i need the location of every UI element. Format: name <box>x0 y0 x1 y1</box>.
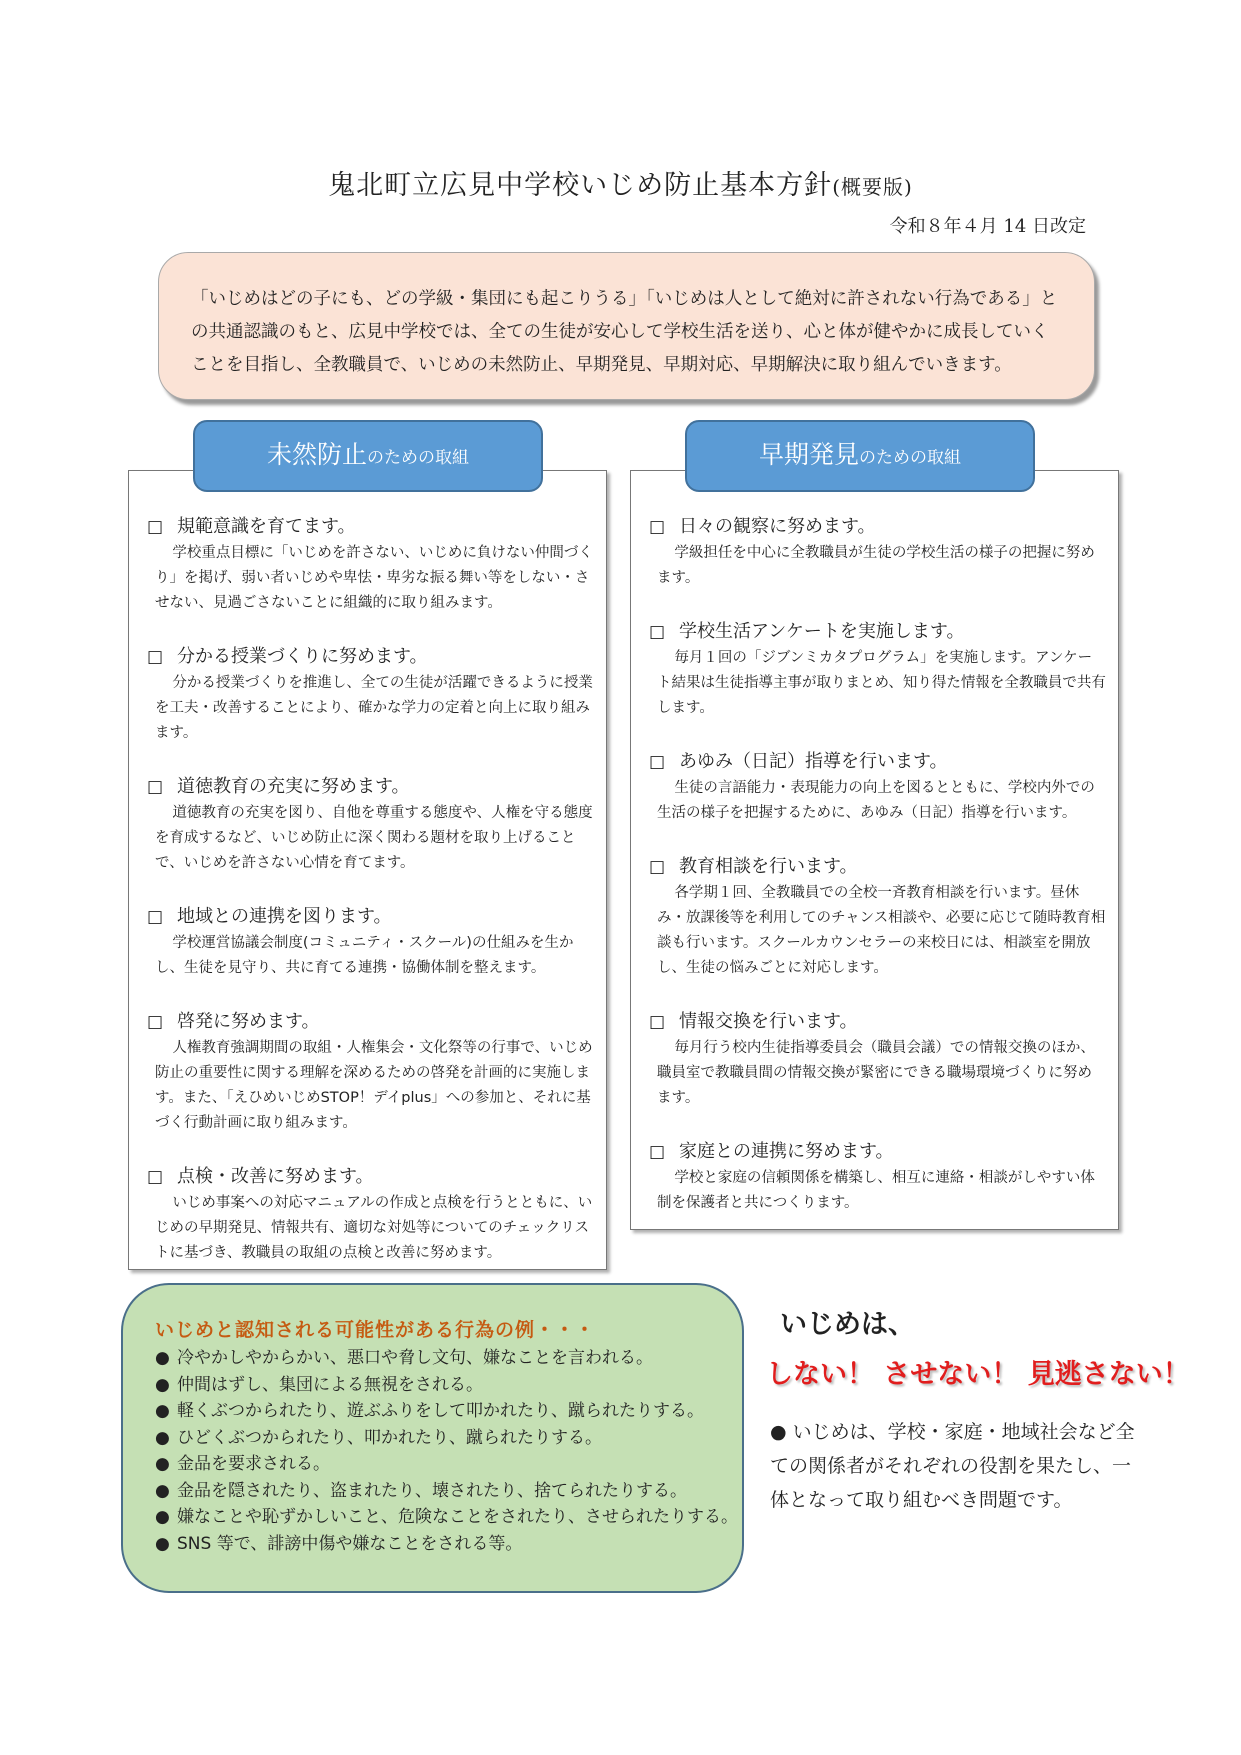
policy-item-body: 学校と家庭の信頼関係を構築し、相互に連絡・相談がしやすい体制を保護者と共につくります。 <box>657 1170 1095 1211</box>
checkbox-icon: □ <box>649 517 666 537</box>
policy-item-heading-text: 日々の観察に努めます。 <box>679 516 876 537</box>
slogan-main: しない！ させない！ 見逃さない！ <box>766 1359 1190 1390</box>
policy-item-heading-text: 家庭との連携に努めます。 <box>679 1141 894 1162</box>
policy-item <box>649 853 1106 981</box>
policy-item-heading <box>147 1163 594 1191</box>
bullet-icon: ● <box>155 1480 170 1501</box>
bullet-icon: ● <box>155 1374 170 1395</box>
policy-item-heading <box>147 643 594 671</box>
policy-item-heading <box>147 773 594 801</box>
example-text: ひどくぶつかられたり、叩かれたり、蹴られたりする。 <box>177 1427 602 1448</box>
list-item <box>155 1478 742 1505</box>
early-tab-sub: のための取組 <box>859 448 961 468</box>
example-text: 冷やかしやからかい、悪口や脅し文句、嫌なことを言われる。 <box>177 1348 653 1368</box>
policy-item <box>147 513 594 616</box>
policy-item-heading-text: 学校生活アンケートを実施します。 <box>679 621 965 642</box>
policy-item <box>649 1138 1106 1216</box>
policy-item-body: 毎月行う校内生徒指導委員会（職員会議）での情報交換のほか、職員室で教職員間の情報交換が緊密にできる職場環境づくりに努めます。 <box>657 1040 1095 1106</box>
list-item <box>155 1504 742 1531</box>
page-title <box>0 163 1241 202</box>
policy-item-heading <box>649 748 1106 776</box>
checkbox-icon: □ <box>147 777 164 797</box>
policy-item-heading-text: 地域との連携を図ります。 <box>177 906 392 927</box>
early-detection-tab <box>685 420 1035 492</box>
checkbox-icon: □ <box>147 1012 164 1032</box>
examples-list <box>155 1345 742 1557</box>
policy-item-body: 各学期１回、全教職員での全校一斉教育相談を行います。昼休み・放課後等を利用してのチャンス相談や、必要に応じて随時教育相談も行います。スクールカウンセラーの来校日には、相談室を開放し、生徒の悩みごとに対応します。 <box>657 885 1106 976</box>
policy-item-body: 道徳教育の充実を図り、自他を尊重する態度や、人権を守る態度を育成するなど、いじめ防止に深く関わる題材を取り上げることで、いじめを許さない心情を育てます。 <box>155 805 593 871</box>
policy-item <box>147 773 594 876</box>
policy-item <box>649 1008 1106 1111</box>
bullet-icon: ● <box>155 1427 170 1448</box>
policy-item-heading-text: 情報交換を行います。 <box>679 1011 858 1032</box>
policy-item <box>649 513 1106 591</box>
slogan-body: いじめは、学校・家庭・地域社会など全ての関係者がそれぞれの役割を果たし、一体となって取り組むべき問題です。 <box>770 1421 1135 1511</box>
early-detection-panel <box>630 470 1119 1230</box>
policy-item-heading <box>649 853 1106 881</box>
checkbox-icon: □ <box>147 907 164 927</box>
policy-item <box>649 748 1106 826</box>
bullet-icon: ● <box>770 1421 787 1443</box>
policy-item-body: 学級担任を中心に全教職員が生徒の学校生活の様子の把握に努めます。 <box>657 545 1095 586</box>
policy-item-heading-text: あゆみ（日記）指導を行います。 <box>679 751 948 772</box>
prevention-tab <box>193 420 543 492</box>
policy-item-heading-text: 分かる授業づくりに努めます。 <box>177 646 428 667</box>
early-tab-main: 早期発見 <box>758 440 859 469</box>
checkbox-icon: □ <box>147 647 164 667</box>
policy-item-body: 毎月１回の「ジブンミカタプログラム」を実施します。アンケート結果は生徒指導主事が取りまとめ、知り得た情報を全教職員で共有します。 <box>657 650 1106 716</box>
examples-box <box>121 1283 744 1593</box>
policy-item-heading-text: 道徳教育の充実に努めます。 <box>177 776 410 797</box>
policy-item <box>147 643 594 746</box>
checkbox-icon: □ <box>649 1142 666 1162</box>
example-text: 金品を要求される。 <box>177 1454 330 1474</box>
list-item <box>155 1531 742 1558</box>
bullet-icon: ● <box>155 1454 170 1474</box>
list-item <box>155 1451 742 1478</box>
intro-box <box>158 252 1095 400</box>
example-text: 嫌なことや恥ずかしいこと、危険なことをされたり、させられたりする。 <box>177 1507 738 1527</box>
intro-text: 「いじめはどの子にも、どの学級・集団にも起こりうる」「いじめは人として絶対に許されない行為である」との共通認識のもと、広見中学校では、全ての生徒が安心して学校生活を送り、心と体が健やかに成長していくことを目指し、全教職員で、いじめの未然防止、早期発見、早期対応、早期解決に取り組んでいきます。 <box>191 289 1058 375</box>
policy-item <box>649 618 1106 721</box>
list-item <box>155 1345 742 1372</box>
prevention-tab-main: 未然防止 <box>266 440 367 469</box>
policy-item-body: 人権教育強調期間の取組・人権集会・文化祭等の行事で、いじめ防止の重要性に関する理解を深めるための啓発を計画的に実施します。また、「えひめいじめSTOP！デイplus」への参加と、それに基づく行動計画に取り組みます。 <box>155 1040 593 1131</box>
title-main: 鬼北町立広見中学校いじめ防止基本方針 <box>328 170 833 201</box>
policy-item-heading <box>649 1008 1106 1036</box>
list-item <box>155 1398 742 1425</box>
policy-item-heading <box>649 513 1106 541</box>
bullet-icon: ● <box>155 1401 170 1421</box>
policy-item-heading-text: 点検・改善に努めます。 <box>177 1166 374 1187</box>
policy-item <box>147 903 594 981</box>
policy-item-heading <box>649 618 1106 646</box>
policy-item-heading <box>649 1138 1106 1166</box>
checkbox-icon: □ <box>649 622 666 642</box>
prevention-tab-sub: のための取組 <box>367 448 469 468</box>
checkbox-icon: □ <box>147 1167 164 1187</box>
slogan-top: いじめは、 <box>780 1309 915 1340</box>
policy-item-heading-text: 啓発に努めます。 <box>177 1011 320 1032</box>
list-item <box>155 1425 742 1452</box>
bullet-icon: ● <box>155 1507 170 1527</box>
policy-item <box>147 1008 594 1136</box>
policy-item-heading-text: 教育相談を行います。 <box>679 856 858 877</box>
policy-item-heading <box>147 513 594 541</box>
slogan-text <box>770 1415 1140 1517</box>
policy-item-body: 学校重点目標に「いじめを許さない、いじめに負けない仲間づくり」を掲げ、弱い者いじめや卑怯・卑劣な振る舞い等をしない・させない、見過ごさないことに組織的に取り組みます。 <box>155 545 593 611</box>
policy-item-heading <box>147 1008 594 1036</box>
revision-date: 令和８年４月 14 日改定 <box>889 216 1086 237</box>
policy-item-body: 学校運営協議会制度(コミュニティ・スクール)の仕組みを生かし、生徒を見守り、共に育てる連携・協働体制を整えます。 <box>155 935 574 976</box>
checkbox-icon: □ <box>147 517 164 537</box>
list-item <box>155 1372 742 1399</box>
examples-title: いじめと認知される可能性がある行為の例・・・ <box>155 1319 596 1341</box>
title-suffix: (概要版) <box>832 175 913 199</box>
policy-item-body: いじめ事案への対応マニュアルの作成と点検を行うとともに、いじめの早期発見、情報共有、適切な対処等についてのチェックリストに基づき、教職員の取組の点検と改善に努めます。 <box>155 1195 593 1261</box>
policy-item <box>147 1163 594 1266</box>
example-text: 軽くぶつかられたり、遊ぶふりをして叩かれたり、蹴られたりする。 <box>177 1401 704 1421</box>
policy-item-heading <box>147 903 594 931</box>
example-text: 金品を隠されたり、盗まれたり、壊されたり、捨てられたりする。 <box>177 1480 687 1501</box>
example-text: SNS 等で、誹謗中傷や嫌なことをされる等。 <box>177 1533 523 1554</box>
checkbox-icon: □ <box>649 1012 666 1032</box>
checkbox-icon: □ <box>649 857 666 877</box>
example-text: 仲間はずし、集団による無視をされる。 <box>177 1374 483 1395</box>
policy-item-heading-text: 規範意識を育てます。 <box>177 516 356 537</box>
prevention-panel <box>128 470 607 1270</box>
policy-item-body: 生徒の言語能力・表現能力の向上を図るとともに、学校内外での生活の様子を把握するために、あゆみ（日記）指導を行います。 <box>657 780 1095 821</box>
policy-item-body: 分かる授業づくりを推進し、全ての生徒が活躍できるように授業を工夫・改善することにより、確かな学力の定着と向上に取り組みます。 <box>155 675 593 741</box>
bullet-icon: ● <box>155 1348 170 1368</box>
bullet-icon: ● <box>155 1533 170 1554</box>
checkbox-icon: □ <box>649 752 666 772</box>
